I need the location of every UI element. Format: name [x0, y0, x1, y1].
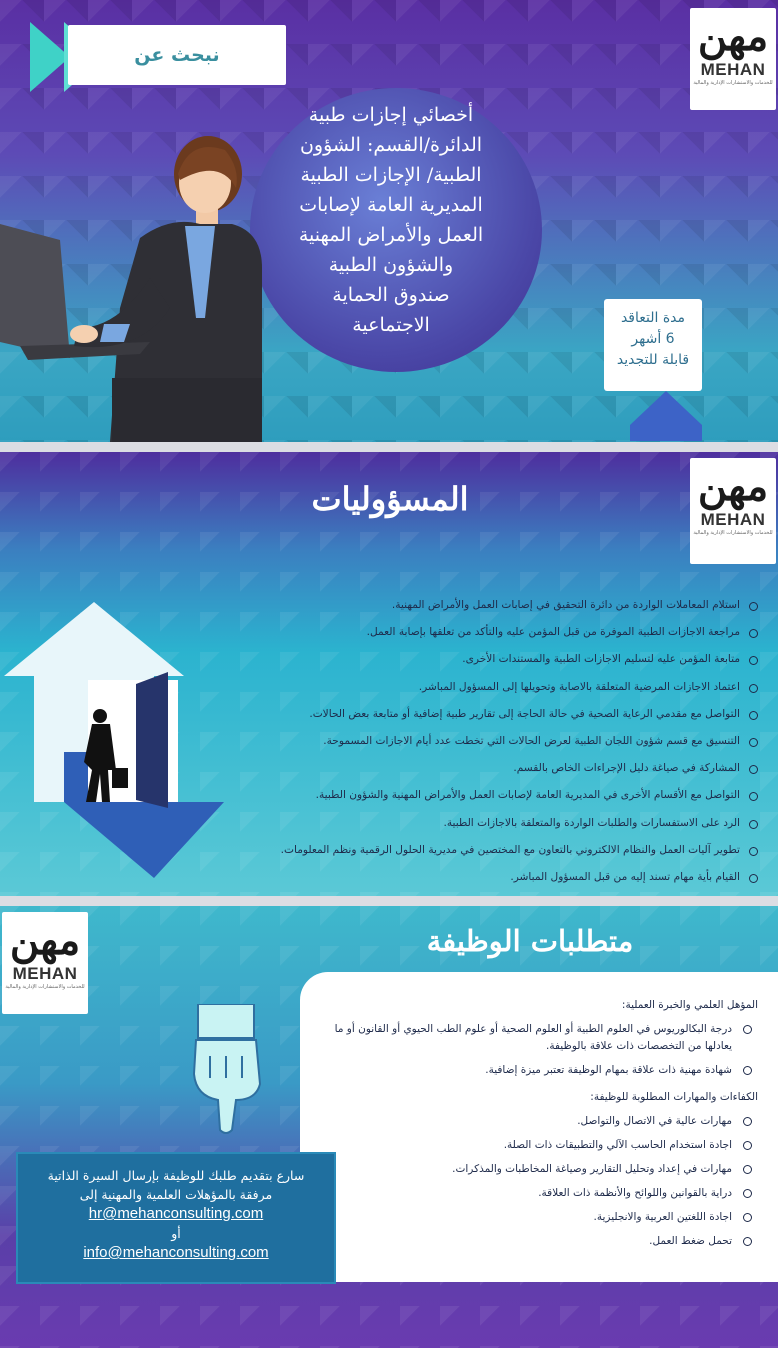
list-item: القيام بأية مهام تسند إليه من قبل المسؤول المباشر. [170, 864, 760, 891]
mehan-logo [690, 8, 776, 110]
responsibilities-title: المسؤوليات [311, 480, 469, 518]
skills-heading: الكفاءات والمهارات المطلوبة للوظيفة: [590, 1091, 758, 1103]
list-item: اعتماد الاجازات المرضية المتعلقة بالاصابة وتحويلها إلى المسؤول المباشر. [170, 674, 760, 701]
list-item: درجة البكالوريوس في العلوم الطبية أو العلوم الصحية أو علوم الطب الحيوي أو القانون أو ما يعادلها من التخصصات ذات علاقة بالوظيفة. [322, 1021, 758, 1055]
logo-mark: مهن [697, 13, 769, 60]
list-item: تطوير آليات العمل والنظام الالكتروني بالتعاون مع المختصين في مديرية الحلول الرقمية ونظم المعلومات. [170, 837, 760, 864]
hiring-label: نبحث عن [68, 25, 286, 85]
job-line: والشؤون الطبية [328, 254, 454, 276]
list-item: مهارات في إعداد وتحليل التقارير وصياغة المخاطبات والمذكرات. [322, 1161, 758, 1178]
apply-line: سارع بتقديم طلبك للوظيفة بإرسال السيرة الذاتية [47, 1168, 305, 1183]
logo-brand: MEHAN [700, 60, 766, 79]
job-line: الطبية/ الإجازات الطبية [300, 164, 482, 186]
job-intro-panel [0, 0, 778, 442]
contract-months: 6 أشهر [631, 331, 675, 347]
logo-subtitle: للخدمات والاستشارات الإدارية والمالية [693, 80, 773, 86]
triangle-base [630, 425, 702, 441]
list-item: المشاركة في صياغة دليل الإجراءات الخاص بالقسم. [170, 755, 760, 782]
info-email-link[interactable]: info@mehanconsulting.com [83, 1244, 269, 1261]
apply-line: مرفقة بالمؤهلات العلمية والمهنية إلى [79, 1187, 273, 1202]
list-item: التنسيق مع قسم شؤون اللجان الطبية لعرض الحالات التي تخطت عدد أيام الاجازات المسموحة. [170, 728, 760, 755]
job-line: أخصائي إجازات طبية [308, 104, 474, 126]
requirements-panel [0, 906, 778, 1348]
divider [0, 896, 778, 906]
hr-email-link[interactable]: hr@mehanconsulting.com [88, 1205, 264, 1222]
logo-mark: مهن [9, 917, 81, 964]
qualifications-list [322, 1021, 758, 1079]
logo-subtitle: للخدمات والاستشارات الإدارية والمالية [693, 530, 773, 536]
job-line: صندوق الحماية [332, 284, 450, 306]
logo-brand: MEHAN [700, 510, 766, 529]
businesswoman-illustration [0, 128, 270, 442]
list-item: استلام المعاملات الواردة من دائرة التحقيق في إصابات العمل والأمراض المهنية. [170, 592, 760, 619]
logo-subtitle: للخدمات والاستشارات الإدارية والمالية [5, 984, 85, 990]
list-item: الرد على الاستفسارات والطلبات الواردة والمتعلقة بالاجازات الطبية. [170, 810, 760, 837]
mehan-logo [690, 458, 776, 564]
list-item: اجادة استخدام الحاسب الآلي والتطبيقات ذات الصلة. [322, 1137, 758, 1154]
skills-list [322, 1113, 758, 1250]
job-line: الدائرة/القسم: الشؤون [299, 134, 483, 156]
requirements-title: متطلبات الوظيفة [426, 924, 634, 958]
list-item: التواصل مع الأقسام الأخرى في المديرية العامة لإصابات العمل والأمراض المهنية والشؤون الطبية. [170, 782, 760, 809]
job-line: العمل والأمراض المهنية [298, 224, 484, 246]
job-line: المديرية العامة لإصابات [299, 194, 483, 216]
responsibilities-list [170, 592, 760, 891]
list-item: مهارات عالية في الاتصال والتواصل. [322, 1113, 758, 1130]
contract-renewable: قابلة للتجديد [616, 352, 690, 368]
logo-brand: MEHAN [12, 964, 78, 983]
list-item: اجادة اللغتين العربية والانجليزية. [322, 1209, 758, 1226]
contract-label: مدة التعاقد [620, 310, 686, 326]
qualifications-heading: المؤهل العلمي والخبرة العملية: [621, 999, 758, 1011]
responsibilities-panel [0, 452, 778, 896]
requirements-card [300, 972, 778, 1282]
mehan-logo [2, 912, 88, 1014]
job-title-block [260, 100, 522, 340]
triangle-decoration [630, 391, 702, 425]
divider [0, 442, 778, 452]
apply-or: أو [171, 1226, 181, 1241]
pointing-hand-icon [186, 1004, 266, 1134]
job-line: الاجتماعية [352, 314, 430, 336]
contract-duration-card [604, 299, 702, 391]
list-item: دراية بالقوانين واللوائح والأنظمة ذات العلاقة. [322, 1185, 758, 1202]
logo-mark: مهن [697, 463, 769, 510]
list-item: مراجعة الاجازات الطبية الموفرة من قبل المؤمن عليه والتأكد من تعلقها بإصابة العمل. [170, 619, 760, 646]
apply-instructions-box [16, 1152, 336, 1284]
list-item: متابعة المؤمن عليه لتسليم الاجازات الطبية والمستندات الأخرى. [170, 646, 760, 673]
list-item: تحمل ضغط العمل. [322, 1233, 758, 1250]
list-item: شهادة مهنية ذات علاقة بمهام الوظيفة تعتبر ميزة إضافية. [322, 1062, 758, 1079]
list-item: التواصل مع مقدمي الرعاية الصحية في حالة الحاجة إلى تقارير طبية إضافية أو متابعة بعض الحالات. [170, 701, 760, 728]
